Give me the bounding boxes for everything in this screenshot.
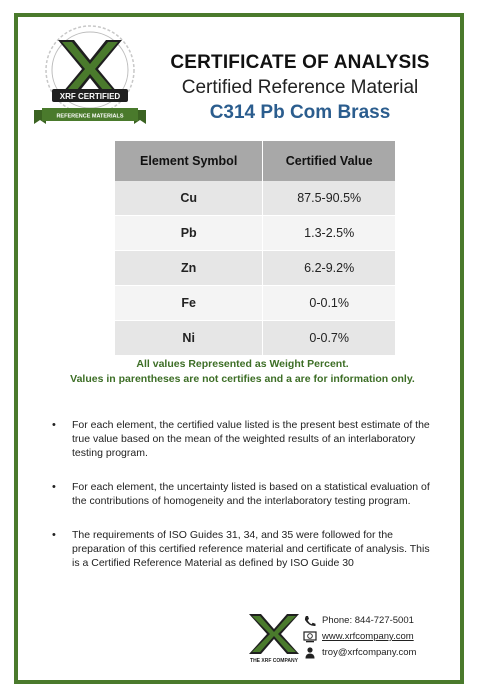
table-row: [115, 181, 395, 216]
contact-phone-row: [303, 613, 416, 629]
contact-email-row[interactable]: [303, 645, 416, 661]
footer-company-text: THE XRF COMPANY: [250, 658, 298, 664]
element-symbol-cell: Ni: [115, 321, 263, 356]
phone-icon: [303, 615, 317, 627]
column-header-element-symbol: Element Symbol: [115, 141, 263, 181]
bullet-mark: •: [52, 481, 56, 493]
parentheses-note: Values in parentheses are not certifies and a are for information only.: [70, 373, 415, 385]
list-item: [52, 480, 437, 508]
phone-text: Phone: 844-727-5001: [322, 615, 414, 626]
table-row: [115, 286, 395, 321]
table-row: [115, 251, 395, 286]
xrf-certified-badge-logo: [32, 22, 148, 132]
table-notes: [30, 357, 455, 387]
bullet-text: For each element, the certified value listed is the present best estimate of the true value based on the mean of the weighted results of an interlaboratory testing program.: [72, 419, 430, 459]
badge-ribbon-text: REFERENCE MATERIALS: [56, 113, 124, 120]
product-name: C314 Pb Com Brass: [209, 102, 391, 123]
certified-values-table: [115, 141, 395, 356]
contact-block: [303, 613, 416, 661]
certified-value-cell: 6.2-9.2%: [263, 251, 395, 286]
element-symbol-cell: Cu: [115, 181, 263, 216]
bullet-text: The requirements of ISO Guides 31, 34, and 35 were followed for the preparation of this certified reference material and certificate of analysis. This is a Certified Reference Material as defined by ISO Guide 30: [72, 529, 430, 569]
bullet-mark: •: [52, 419, 56, 431]
bullet-text: For each element, the uncertainty listed is based on a statistical evaluation of the contributions of homogeneity and the interlaboratory testing program.: [72, 481, 430, 507]
certified-value-cell: 0-0.7%: [263, 321, 395, 356]
bullet-mark: •: [52, 529, 56, 541]
element-symbol-cell: Zn: [115, 251, 263, 286]
certificate-subtitle: Certified Reference Material: [181, 77, 419, 98]
weight-percent-note: All values Represented as Weight Percent.: [136, 358, 349, 370]
list-item: [52, 528, 437, 570]
column-header-certified-value: Certified Value: [263, 141, 395, 181]
person-icon: [303, 647, 317, 659]
certified-value-cell: 87.5-90.5%: [263, 181, 395, 216]
certified-value-cell: 0-0.1%: [263, 286, 395, 321]
bullet-list: [52, 418, 437, 590]
list-item: [52, 418, 437, 460]
badge-brand-text: XRF CERTIFIED: [59, 92, 121, 101]
table-header-row: [115, 141, 395, 181]
certificate-title: CERTIFICATE OF ANALYSIS: [170, 52, 430, 73]
website-icon: [303, 631, 317, 643]
table-row: [115, 216, 395, 251]
certified-value-cell: 1.3-2.5%: [263, 216, 395, 251]
table-row: [115, 321, 395, 356]
website-link[interactable]: www.xrfcompany.com: [322, 631, 414, 642]
element-symbol-cell: Fe: [115, 286, 263, 321]
xrf-company-logo: [247, 612, 301, 664]
header-titles: [160, 52, 440, 124]
element-symbol-cell: Pb: [115, 216, 263, 251]
contact-website-row[interactable]: [303, 629, 416, 645]
email-text[interactable]: troy@xrfcompany.com: [322, 647, 417, 658]
